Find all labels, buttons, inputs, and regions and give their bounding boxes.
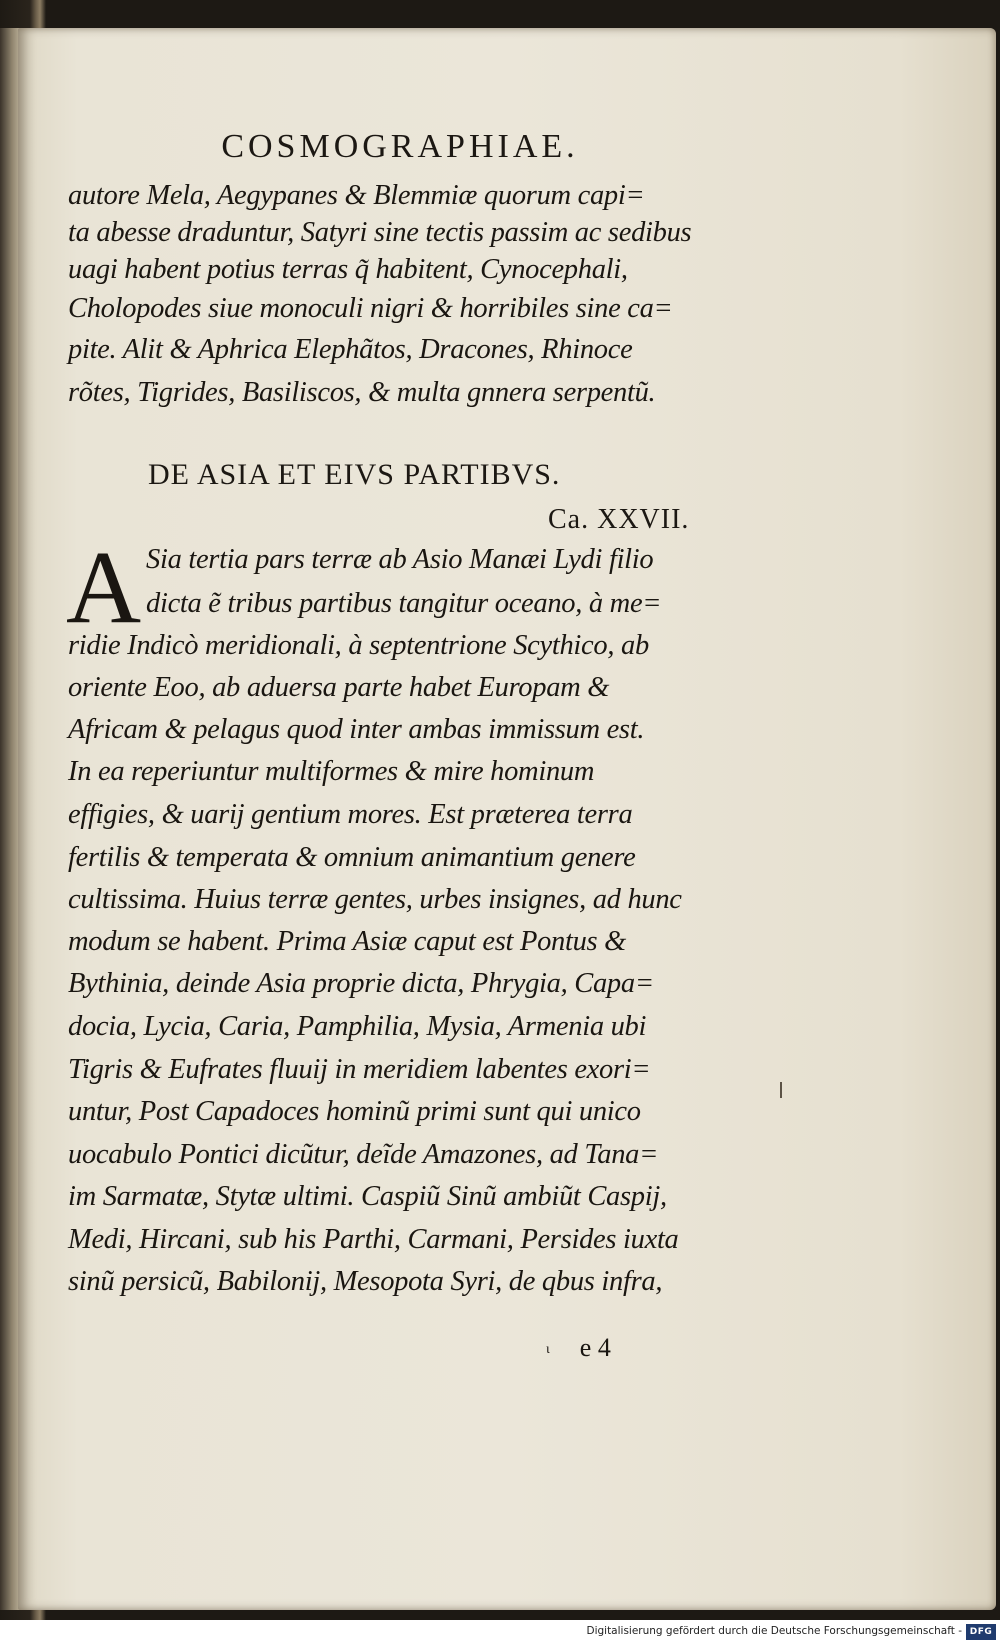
body-text-line: sinũ persicũ, Babilonij, Mesopota Syri, de qbus infra, [68,1266,663,1297]
body-text-line: Tigris & Eufrates fluuij in meridiem labentes exori= [68,1054,651,1085]
chapter-title: DE ASIA ET EIVS PARTIBVS. [148,458,561,491]
body-text-line: Sia tertia pars terræ ab Asio Manæi Lydi filio [146,544,654,575]
body-text-line: In ea reperiuntur multiformes & mire hominum [68,756,595,787]
body-text-line: modum se habent. Prima Asiæ caput est Pontus & [68,926,627,957]
dfg-logo: DFG [966,1624,996,1640]
top-text-line: Cholopodes siue monoculi nigri & horribiles sine ca= [68,293,673,324]
body-text-line: fertilis & temperata & omnium animantium genere [68,842,636,873]
body-text-line: Medi, Hircani, sub his Parthi, Carmani, Persides iuxta [68,1224,679,1255]
top-text-line: pite. Alit & Aphrica Elephãtos, Dracones, Rhinoce [68,334,633,365]
body-text-line: dicta ẽ tribus partibus tangitur oceano, à me= [146,588,662,619]
body-text-line: cultissima. Huius terræ gentes, urbes insignes, ad hunc [68,884,682,915]
chapter-number: Ca. XXVII. [548,504,690,535]
body-text-line: Bythinia, deinde Asia proprie dicta, Phrygia, Capa= [68,968,654,999]
body-text-line: uocabulo Pontici dicũtur, deĩde Amazones, ad Tana= [68,1139,659,1170]
signature-mark [546,1333,611,1363]
top-text-line: ta abesse draduntur, Satyri sine tectis passim ac sedibus [68,217,692,248]
credit-bar [0,1620,1000,1645]
top-text-line: rõtes, Tigrides, Basiliscos, & multa gnnera serpentũ. [68,377,656,408]
body-text-line: effigies, & uarij gentium mores. Est præterea terra [68,799,633,830]
ink-mark [780,1082,782,1098]
top-text-line: autore Mela, Aegypanes & Blemmiæ quorum capi= [68,180,645,211]
top-text-line: uagi habent potius terras q̃ habitent, Cynocephali, [68,254,628,285]
credit-text: Digitalisierung gefördert durch die Deutsche Forschungsgemeinschaft - [586,1625,962,1637]
running-head: COSMOGRAPHIAE. [221,128,579,165]
body-text-line: ridie Indicò meridionali, à septentrione Scythico, ab [68,630,649,661]
body-text-line: docia, Lycia, Caria, Pamphilia, Mysia, Armenia ubi [68,1011,647,1042]
signature-dot: ι [546,1342,550,1358]
book-spine-edge [0,28,20,1610]
body-text-line: im Sarmatæ, Stytæ ultimi. Caspiũ Sinũ ambiũt Caspij, [68,1181,667,1212]
body-text-line: untur, Post Capadoces hominũ primi sunt qui unico [68,1096,641,1127]
signature-text: e 4 [579,1333,611,1362]
drop-cap: A [66,530,142,645]
body-text-line: oriente Eoo, ab aduersa parte habet Europam & [68,672,610,703]
body-text-line: Africam & pelagus quod inter ambas immissum est. [68,714,645,745]
